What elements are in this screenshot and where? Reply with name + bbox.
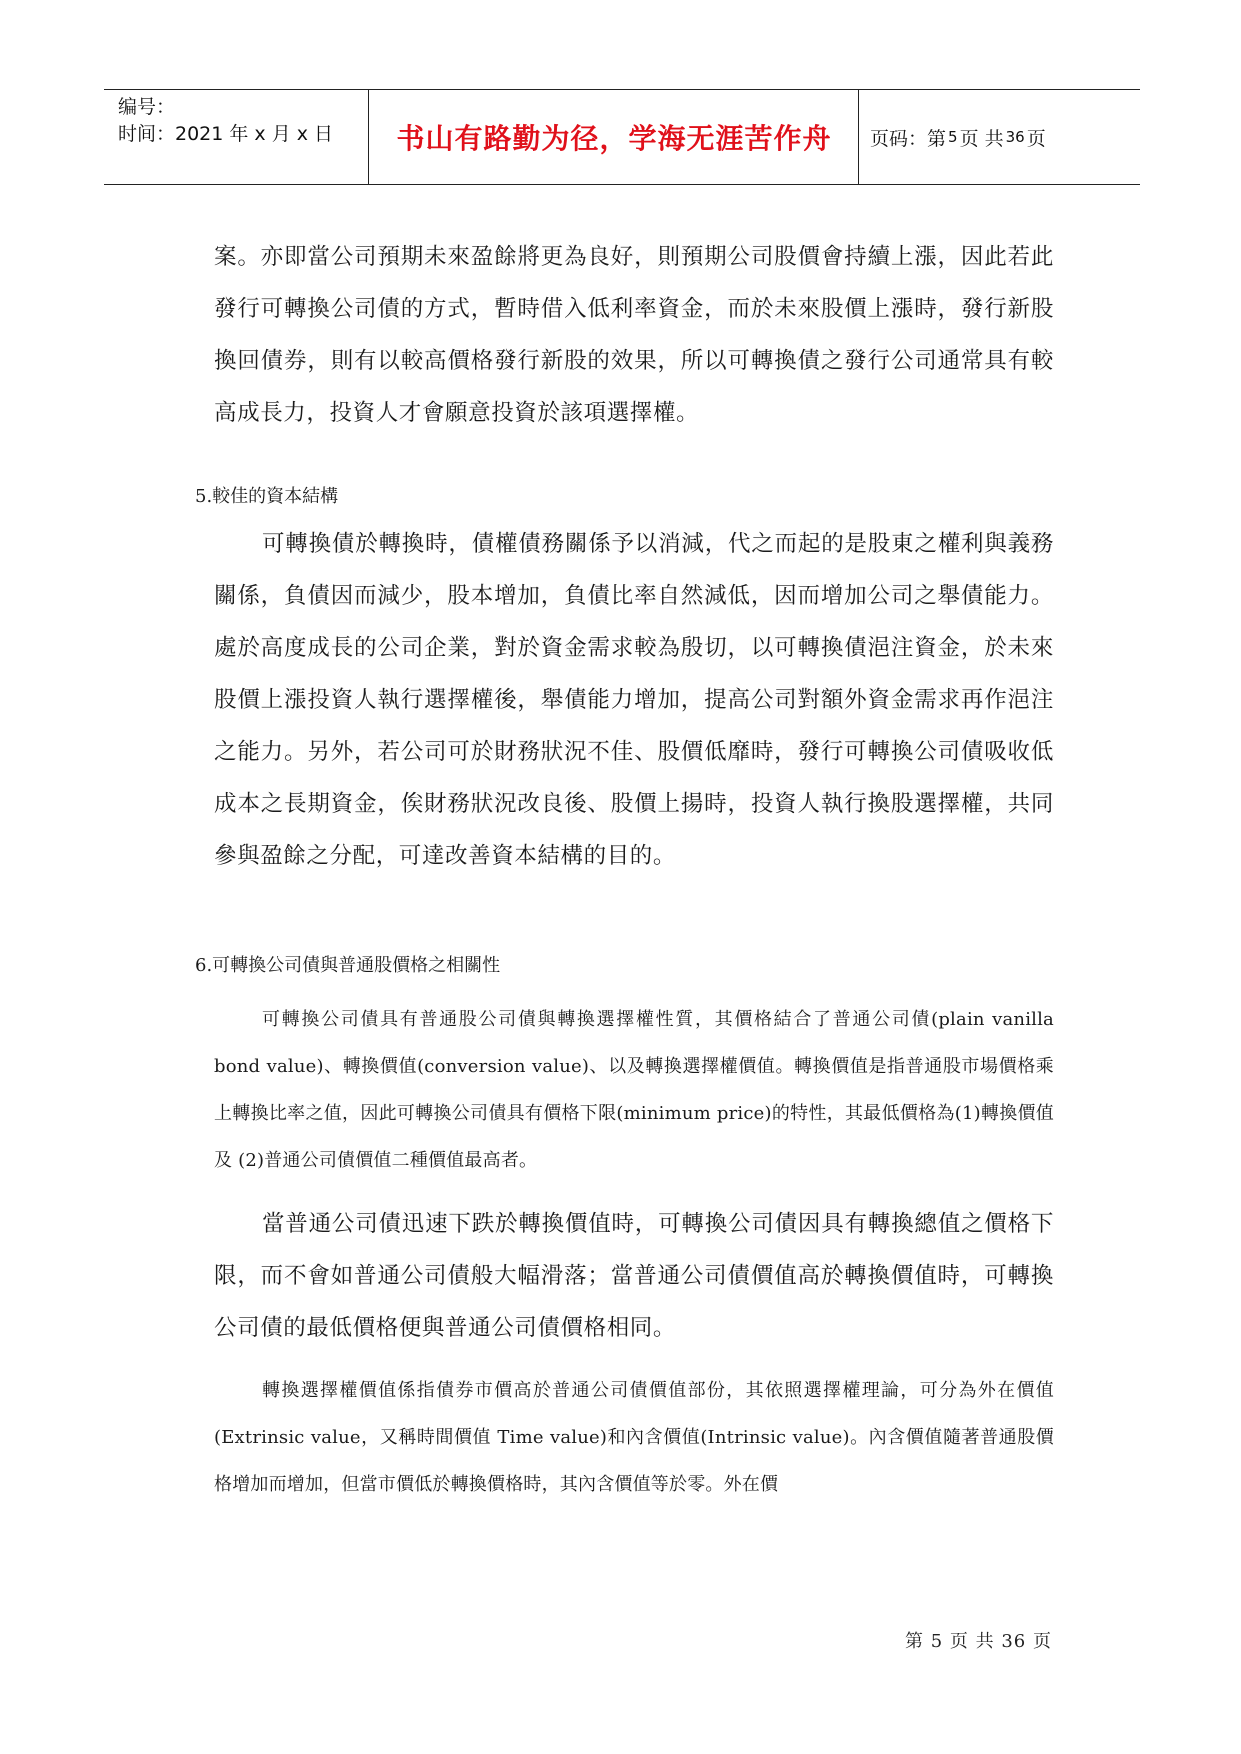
header-divider-left bbox=[368, 90, 369, 184]
paragraph-4 bbox=[214, 1198, 1054, 1354]
page-code-suffix: 页 bbox=[1026, 127, 1046, 150]
header-meta bbox=[118, 90, 368, 184]
time-label: 时间：2021 年 x 月 x 日 bbox=[118, 123, 334, 145]
section-heading-5: 5.較佳的資本結構 bbox=[195, 486, 339, 507]
paragraph-5-text: 轉換選擇權價值係指債券市價高於普通公司債價值部份，其依照選擇權理論，可分為外在價值(Extrinsic value，又稱時間價值 Time value)和內含價值(Intrinsic value)。內含價值隨著普通股價格增加而增加，但當市價低於轉換價格時，其內含價值等於零。外在價 bbox=[214, 1380, 1054, 1495]
header-page-code bbox=[870, 90, 1046, 184]
paragraph-4-text: 當普通公司債迅速下跌於轉換價值時，可轉換公司債因具有轉換總值之價格下限，而不會如普通公司債般大幅滑落；當普通公司債價值高於轉換價值時，可轉換公司債的最低價格便與普通公司債價格相同。 bbox=[214, 1211, 1054, 1341]
page-current: 5 bbox=[948, 128, 958, 146]
paragraph-3-text: 可轉換公司債具有普通股公司債與轉換選擇權性質，其價格結合了普通公司債(plain vanilla bond value)、轉換價值(conversion value)、以及轉換選擇權價值。轉換價值是指普通股市場價格乘上轉換比率之值，因此可轉換公司債具有價格下限(minimum price)的特性，其最低價格為(1)轉換價值及 (2)普通公司債價值二種價值最高者。 bbox=[214, 1009, 1054, 1171]
header-motto: 书山有路勤为径，学海无涯苦作舟 bbox=[396, 122, 832, 155]
page-total: 36 bbox=[1005, 128, 1025, 146]
paragraph-1-text: 案。亦即當公司預期未來盈餘將更為良好，則預期公司股價會持續上漲，因此若此發行可轉換公司債的方式，暫時借入低利率資金，而於未來股價上漲時，發行新股換回債券，則有以較高價格發行新股的效果，所以可轉換債之發行公司通常具有較高成長力，投資人才會願意投資於該項選擇權。 bbox=[214, 244, 1054, 426]
paragraph-1 bbox=[214, 231, 1054, 439]
page-code-prefix: 页码：第 bbox=[870, 127, 947, 150]
paragraph-5 bbox=[214, 1367, 1054, 1508]
page-header bbox=[104, 89, 1140, 185]
paragraph-2-text: 可轉換債於轉換時，債權債務關係予以消減，代之而起的是股東之權利與義務關係，負債因而減少，股本增加，負債比率自然減低，因而增加公司之舉債能力。處於高度成長的公司企業，對於資金需求較為殷切，以可轉換債浥注資金，於未來股價上漲投資人執行選擇權後，舉債能力增加，提高公司對額外資金需求再作浥注之能力。另外，若公司可於財務狀況不佳、股價低靡時，發行可轉換公司債吸收低成本之長期資金，俟財務狀況改良後、股價上揚時，投資人執行換股選擇權，共同參與盈餘之分配，可達改善資本結構的目的。 bbox=[214, 531, 1054, 869]
page-code-mid: 页 共 bbox=[959, 127, 1004, 150]
id-label: 编号： bbox=[118, 96, 176, 118]
page-footer: 第 5 页 共 36 页 bbox=[905, 1631, 1052, 1652]
header-divider-right bbox=[858, 90, 859, 184]
section-heading-6: 6.可轉換公司債與普通股價格之相關性 bbox=[195, 955, 501, 976]
paragraph-3 bbox=[214, 996, 1054, 1184]
paragraph-2 bbox=[214, 518, 1054, 882]
